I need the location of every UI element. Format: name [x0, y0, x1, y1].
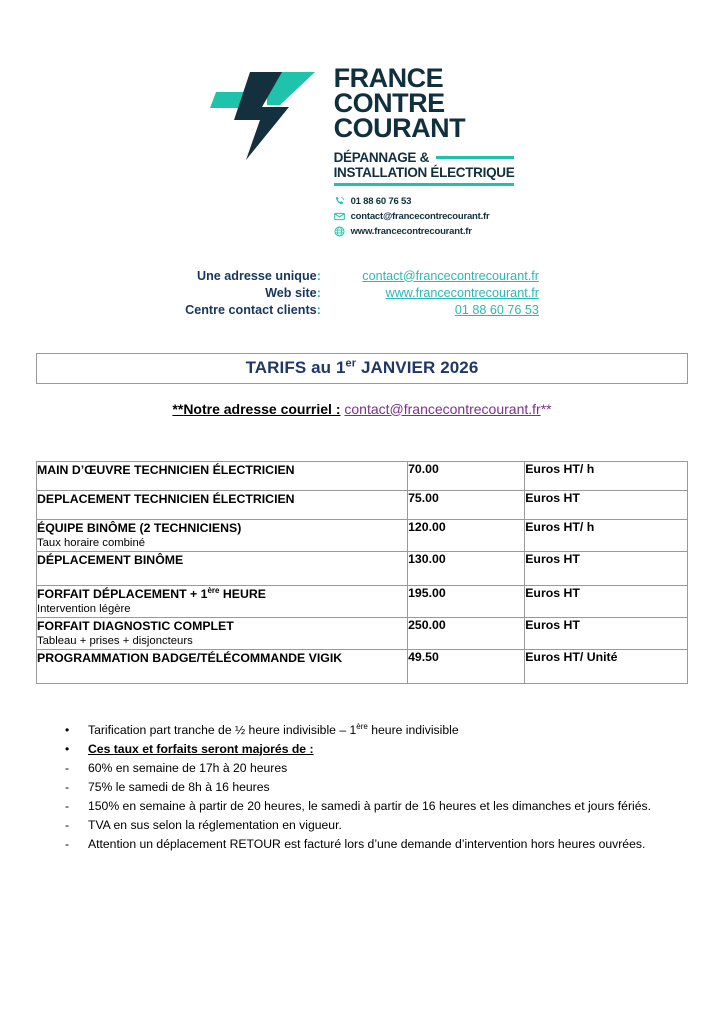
page-title: [246, 358, 479, 378]
price-row-title: [37, 586, 407, 602]
address-colon-email: :: [316, 268, 321, 283]
price-row-title: DEPLACEMENT TECHNICIEN ÉLECTRICIEN: [37, 491, 295, 506]
address-label-email: Une adresse unique: [197, 268, 317, 283]
price-row-label-cell: [37, 490, 408, 519]
table-row: [37, 617, 688, 649]
note-text: 150% en semaine à partir de 20 heures, le samedi à partir de 16 heures et les dimanches et jours fériés.: [88, 798, 651, 813]
email-callout-stars-close: **: [540, 400, 552, 417]
price-row-title-text: FORFAIT DÉPLACEMENT + 1: [37, 586, 208, 601]
price-row-amount: 49.50: [408, 649, 525, 683]
note-text: [88, 722, 688, 739]
table-row: [37, 649, 688, 683]
price-table-container: [36, 461, 688, 684]
tagline-line-1: DÉPANNAGE &: [333, 150, 430, 165]
page-title-prefix: TARIFS au 1: [245, 358, 346, 377]
price-row-label-cell: [37, 585, 408, 617]
address-label-phone: Centre contact clients: [185, 302, 317, 317]
list-item: [62, 722, 688, 739]
address-colon-phone: :: [316, 302, 321, 317]
table-row: [37, 551, 688, 585]
price-row-amount: 120.00: [408, 519, 525, 551]
price-row-unit: Euros HT/ h: [525, 519, 688, 551]
notes-list: [62, 722, 688, 853]
address-value-email[interactable]: contact@francecontrecourant.fr: [362, 268, 539, 283]
price-row-label-cell: [37, 519, 408, 551]
price-row-amount: 130.00: [408, 551, 525, 585]
list-item: [62, 836, 688, 853]
logo-contact-phone: [334, 195, 515, 208]
table-row: [37, 585, 688, 617]
envelope-icon: [334, 211, 345, 222]
address-row-phone: [185, 302, 539, 319]
price-row-title: MAIN D’ŒUVRE TECHNICIEN ÉLECTRICIEN: [37, 462, 295, 477]
list-item: [62, 741, 688, 758]
address-label-website: Web site: [265, 285, 317, 300]
email-callout-stars-open: **: [172, 400, 184, 417]
price-row-title-tail: HEURE: [219, 586, 266, 601]
price-row-subtitle: Tableau + prises + disjoncteurs: [37, 634, 193, 647]
logo-contact-email-text: contact@francecontrecourant.fr: [350, 210, 490, 222]
note-text: 60% en semaine de 17h à 20 heures: [88, 760, 288, 775]
page-title-box: [36, 353, 688, 384]
address-contact-block: [0, 268, 724, 319]
price-row-title: ÉQUIPE BINÔME (2 TECHNICIENS): [37, 520, 242, 535]
note-text-sup: ère: [356, 721, 368, 731]
price-row-title: PROGRAMMATION BADGE/TÉLÉCOMMANDE VIGIK: [37, 650, 343, 665]
price-row-unit: Euros HT: [525, 617, 688, 649]
dash-icon: -: [65, 798, 70, 813]
address-value-phone[interactable]: 01 88 60 76 53: [454, 302, 539, 317]
tagline-rule-icon: [436, 156, 514, 159]
price-row-amount: 250.00: [408, 617, 525, 649]
page-title-suffix: JANVIER 2026: [356, 358, 479, 377]
tagline-underline-icon: [334, 183, 515, 186]
price-row-subtitle: Taux horaire combiné: [37, 536, 146, 549]
list-item: [62, 798, 688, 815]
dash-icon: -: [65, 779, 70, 794]
price-row-unit: Euros HT: [525, 585, 688, 617]
price-row-amount: 70.00: [408, 461, 525, 490]
price-row-unit: Euros HT: [525, 551, 688, 585]
price-row-label-cell: [37, 551, 408, 585]
dash-icon: -: [65, 836, 70, 851]
logo-tagline: [334, 150, 515, 186]
price-row-subtitle: Intervention légère: [37, 602, 131, 615]
email-callout: [0, 401, 724, 417]
address-value-website[interactable]: www.francecontrecourant.fr: [385, 285, 539, 300]
list-item: [62, 779, 688, 796]
price-row-label-cell: [37, 617, 408, 649]
logo-contact-phone-text: 01 88 60 76 53: [350, 195, 412, 207]
logo-header: [0, 0, 724, 240]
table-row: [37, 461, 688, 490]
address-row-email: [185, 268, 539, 285]
price-row-unit: Euros HT/ Unité: [525, 649, 688, 683]
dash-icon: -: [65, 817, 70, 832]
price-row-title-sup: ère: [207, 585, 220, 595]
price-row-unit: Euros HT/ h: [525, 461, 688, 490]
note-text-before: Tarification part tranche de ½ heure indivisible – 1: [88, 722, 357, 737]
email-callout-address[interactable]: contact@francecontrecourant.fr: [344, 400, 541, 417]
brand-line-3: COURANT: [333, 113, 466, 143]
price-row-amount: 195.00: [408, 585, 525, 617]
bullet-icon: •: [65, 722, 70, 737]
logo-contact-web: [334, 225, 515, 238]
table-row: [37, 490, 688, 519]
phone-icon: [334, 196, 345, 207]
tagline-line-2: INSTALLATION ÉLECTRIQUE: [333, 165, 515, 180]
bullet-icon: •: [65, 741, 70, 756]
price-row-title: DÉPLACEMENT BINÔME: [37, 552, 184, 567]
note-text: Ces taux et forfaits seront majorés de :: [88, 741, 314, 756]
list-item: [62, 817, 688, 834]
table-row: [37, 519, 688, 551]
list-item: [62, 760, 688, 777]
price-row-label-cell: [37, 461, 408, 490]
globe-icon: [334, 226, 345, 237]
address-row-website: [185, 285, 539, 302]
email-callout-label-text: Notre adresse courriel :: [183, 400, 341, 417]
price-table: [36, 461, 688, 684]
price-row-unit: Euros HT: [525, 490, 688, 519]
note-text: 75% le samedi de 8h à 16 heures: [88, 779, 270, 794]
dash-icon: -: [65, 760, 70, 775]
logo-contact-web-text: www.francecontrecourant.fr: [350, 225, 472, 237]
price-row-label-cell: [37, 649, 408, 683]
logo-contact-list: [334, 195, 515, 238]
price-row-amount: 75.00: [408, 490, 525, 519]
email-callout-label: [172, 401, 340, 417]
brand-line-2: CONTRE: [333, 88, 445, 118]
logo-contact-email: [334, 210, 515, 223]
lightning-bolt-logo: [210, 62, 320, 162]
note-text: Attention un déplacement RETOUR est facturé lors d’une demande d’intervention hors heures ouvrées.: [88, 836, 646, 851]
page-title-superscript: er: [345, 357, 357, 370]
price-row-title: FORFAIT DIAGNOSTIC COMPLET: [37, 618, 234, 633]
address-colon-website: :: [316, 285, 321, 300]
note-text-after: heure indivisible: [367, 722, 459, 737]
note-text: TVA en sus selon la réglementation en vigueur.: [88, 817, 342, 832]
brand-line-1: FRANCE: [333, 63, 444, 93]
